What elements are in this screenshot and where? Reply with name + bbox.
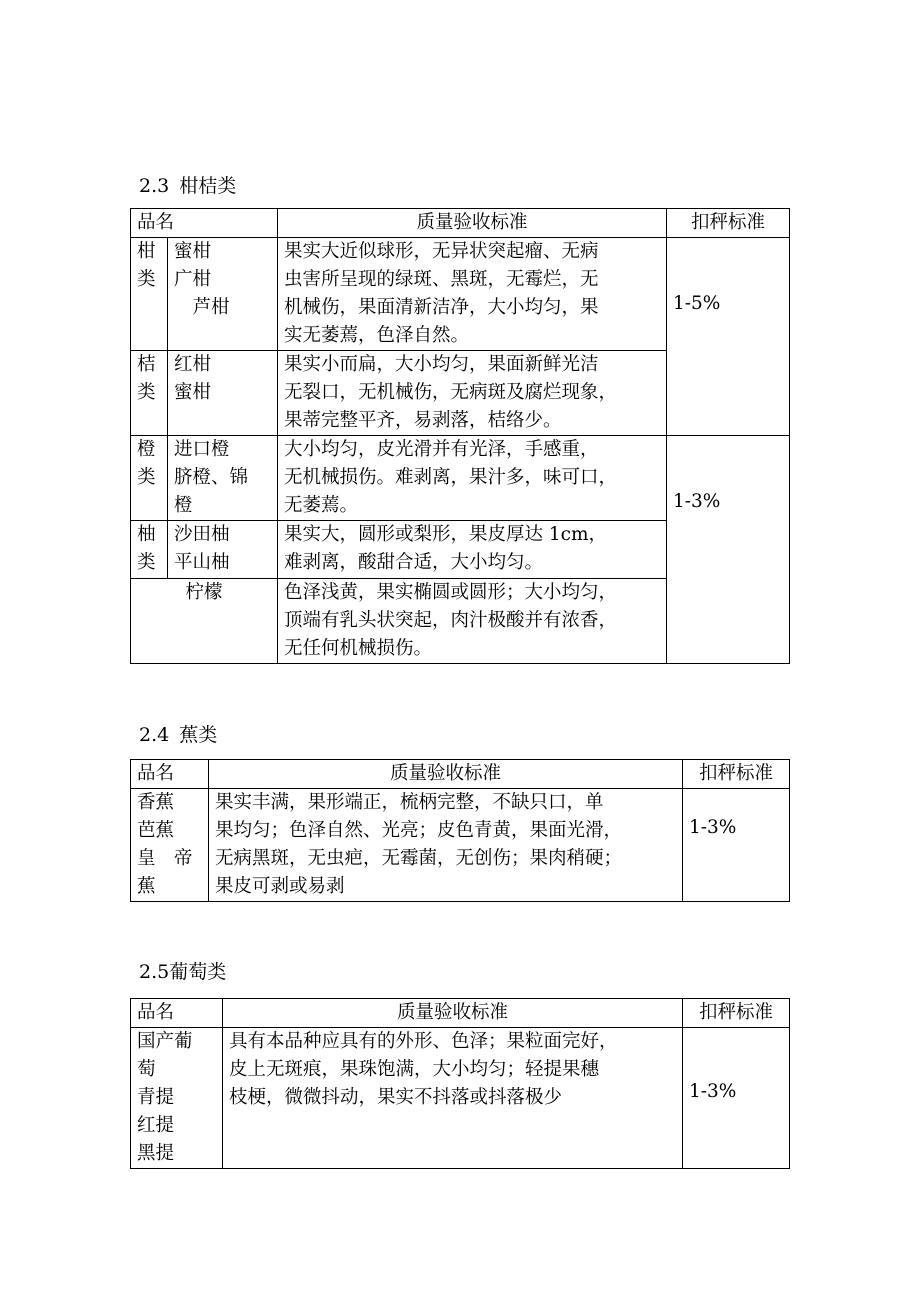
category-cell: 桔 类 [131, 351, 168, 436]
standard-cell: 果实小而扁，大小均匀，果面新鲜光洁 无裂口，无机械伤，无病斑及腐烂现象， 果蒂完整平齐，易剥落，桔络少。 [278, 351, 667, 436]
category-cell: 柚 类 [131, 521, 168, 579]
variety-cell: 蜜柑 广柑 芦柑 [168, 238, 278, 351]
header-deduction: 扣秤标准 [667, 209, 790, 238]
category-cell: 橙 类 [131, 436, 168, 521]
table-row [131, 436, 790, 521]
variety-cell: 进口橙 脐橙、锦 橙 [168, 436, 278, 521]
section-title-2-3: 2.3 柑桔类 [139, 175, 237, 197]
header-name: 品名 [131, 760, 209, 789]
table-header-row [131, 760, 790, 789]
table-row [131, 789, 790, 902]
banana-table [130, 759, 790, 902]
variety-cell: 红柑 蜜柑 [168, 351, 278, 436]
header-deduction: 扣秤标准 [683, 760, 790, 789]
category-cell: 柑 类 [131, 238, 168, 351]
table-row [131, 1028, 790, 1169]
header-name: 品名 [131, 209, 278, 238]
table-header-row [131, 209, 790, 238]
table-header-row [131, 999, 790, 1028]
deduction-cell: 1-3% [683, 1028, 790, 1169]
deduction-cell: 1-5% [667, 238, 790, 436]
deduction-cell: 1-3% [683, 789, 790, 902]
variety-cell: 沙田柚 平山柚 [168, 521, 278, 579]
standard-cell: 具有本品种应具有的外形、色泽；果粒面完好， 皮上无斑痕，果珠饱满，大小均匀；轻提果穗 枝梗，微微抖动，果实不抖落或抖落极少 [223, 1028, 683, 1169]
deduction-cell: 1-3% [667, 436, 790, 664]
variety-cell: 国产葡 萄 青提 红提 黑提 [131, 1028, 223, 1169]
section-title-2-5: 2.5葡萄类 [139, 961, 227, 983]
variety-cell: 柠檬 [131, 579, 278, 664]
standard-cell: 果实丰满，果形端正，梳柄完整，不缺只口，单 果均匀；色泽自然、光亮；皮色青黄，果面光滑， 无病黑斑，无虫疤，无霉菌，无创伤；果肉稍硬； 果皮可剥或易剥 [209, 789, 683, 902]
variety-cell: 香蕉 芭蕉 皇 帝 蕉 [131, 789, 209, 902]
grape-table [130, 998, 790, 1169]
header-standard: 质量验收标准 [223, 999, 683, 1028]
header-deduction: 扣秤标准 [683, 999, 790, 1028]
standard-cell: 大小均匀，皮光滑并有光泽，手感重， 无机械损伤。难剥离，果汁多，味可口， 无萎蔫。 [278, 436, 667, 521]
standard-cell: 果实大，圆形或梨形，果皮厚达 1cm， 难剥离，酸甜合适，大小均匀。 [278, 521, 667, 579]
header-standard: 质量验收标准 [209, 760, 683, 789]
section-title-2-4: 2.4 蕉类 [139, 724, 218, 746]
citrus-table [130, 208, 790, 664]
header-standard: 质量验收标准 [278, 209, 667, 238]
standard-cell: 果实大近似球形，无异状突起瘤、无病 虫害所呈现的绿斑、黑斑，无霉烂，无 机械伤，果面清新洁净，大小均匀，果 实无萎蔫，色泽自然。 [278, 238, 667, 351]
header-name: 品名 [131, 999, 223, 1028]
standard-cell: 色泽浅黄，果实椭圆或圆形；大小均匀， 顶端有乳头状突起，肉汁极酸并有浓香， 无任何机械损伤。 [278, 579, 667, 664]
table-row [131, 238, 790, 351]
